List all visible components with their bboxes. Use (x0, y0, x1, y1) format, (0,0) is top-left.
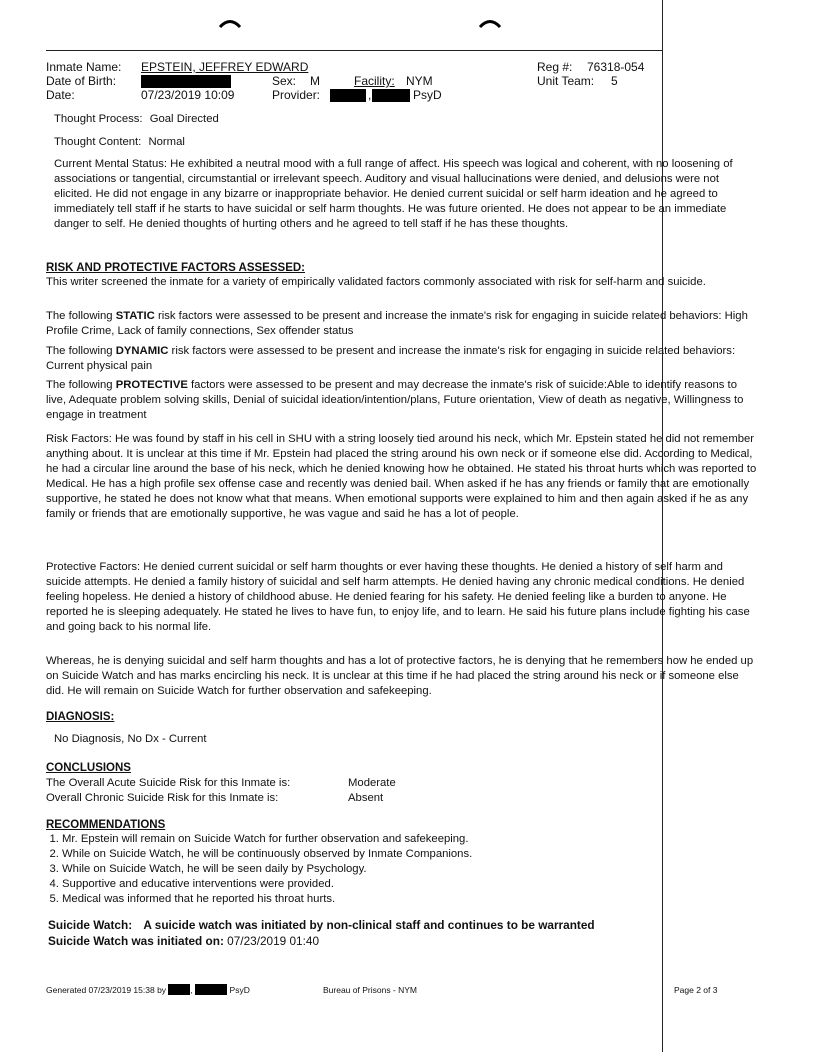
chronic-risk-label: Overall Chronic Suicide Risk for this Inmate is: (46, 792, 279, 804)
risk-factors-paragraph: Risk Factors: He was found by staff in his cell in SHU with a string loosely tied around his neck, which Mr. Epstein stated he did not remember anything about. It is unclear at this time if Mr. Epstein had placed the string around his own neck or if someone else did. According to Medical, he had a circular line around the base of his neck, which he denied knowing how he obtained. He stated his throat hurts which was reported to Medical. He has a high profile sex offense case and recently was denied bail. When asked if he has any friends or family that are emotionally supportive, he stated he does not know what that means. When emotional supports were explained to him and then again asked if he as any family or friends that are emotionally supportive, he was vague and said he has a lot of people. (46, 433, 757, 520)
unit-label: Unit Team: (537, 74, 595, 88)
list-item: 2. While on Suicide Watch, he will be continuously observed by Inmate Companions. (62, 847, 646, 862)
reg-value: 76318-054 (587, 60, 645, 74)
diagnosis-value: No Diagnosis, No Dx - Current (54, 733, 207, 745)
footer-generated: Generated 07/23/2019 15:38 by , PsyD (46, 985, 250, 995)
diagnosis-title: DIAGNOSIS: (46, 711, 115, 723)
unit-value: 5 (611, 74, 618, 88)
thought-process-value: Goal Directed (149, 113, 219, 125)
redaction-box (141, 75, 231, 88)
protective-factors-paragraph: Protective Factors: He denied current suicidal or self harm thoughts or ever having these thoughts. He denied a history of self harm and suicide attempts. He denied a family history of suicidal and self harm attempts. He denied having any chronic medical conditions. He denied feeling hopeless. He denied a history of childhood abuse. He denied fearing for his safety. He denied feeling like a burden to anyone. He reported he is sleeping adequately. He stated he lives to have fun, to enjoy life, and to learn. He said his future plans include fighting his case and going back to his normal life. (46, 561, 750, 633)
suicide-watch-text: A suicide watch was initiated by non-clinical staff and continues to be warranted (143, 918, 595, 932)
header-right-block (537, 60, 645, 88)
protective-keyword: PROTECTIVE (115, 379, 188, 391)
protective-factors-list: The following PROTECTIVE factors were assessed to be present and may decrease the inmate's risk of suicide:Able to identify reasons to live, Adequate problem solving skills, Denial of suicidal ideation/intention/plans, Future orientation, View of death as negative, Willingness to engage in treatment (46, 379, 744, 421)
thought-content-label: Thought Content: (54, 136, 142, 148)
recommendations-list (46, 832, 646, 907)
static-factors: The following STATIC risk factors were assessed to be present and increase the inmate's risk for engaging in suicide related behaviors: High Profile Crime, Lack of family connections, Sex offender status (46, 310, 748, 337)
suicide-watch-label: Suicide Watch: (48, 918, 133, 932)
inmate-name-label: Inmate Name: (46, 60, 122, 74)
thought-content-row (54, 135, 185, 150)
suicide-watch-initiated-row (48, 934, 319, 949)
thought-process-row (54, 112, 219, 127)
footer-bureau: Bureau of Prisons - NYM (323, 985, 418, 995)
inmate-name: EPSTEIN, JEFFREY EDWARD (141, 60, 309, 74)
list-item: 3. While on Suicide Watch, he will be seen daily by Psychology. (62, 862, 646, 877)
header-block: Inmate Name: EPSTEIN, JEFFREY EDWARD Date of Birth: Sex: M Facility: NYM Date: 07/23/2019 10:09 Provider: , PsyD (46, 60, 442, 102)
facility-label: Facility: (354, 74, 395, 88)
punch-hole-mark (479, 18, 501, 28)
thought-process-label: Thought Process: (54, 113, 143, 125)
chronic-risk-row (46, 791, 546, 806)
conclusions-title: CONCLUSIONS (46, 762, 131, 774)
dynamic-keyword: DYNAMIC (115, 345, 169, 357)
recommendations-title: RECOMMENDATIONS (46, 819, 166, 831)
acute-risk-label: The Overall Acute Suicide Risk for this Inmate is: (46, 777, 291, 789)
punch-hole-mark (219, 18, 241, 28)
suicide-watch-initiated-value: 07/23/2019 01:40 (227, 934, 320, 948)
header-rule (46, 50, 662, 51)
footer-page-number: Page 2 of 3 (674, 985, 718, 995)
suicide-watch-row (48, 918, 595, 933)
facility-value: NYM (406, 74, 433, 88)
redaction-box (372, 89, 410, 102)
sex-value: M (310, 74, 320, 88)
thought-content-value: Normal (148, 136, 185, 148)
date-value: 07/23/2019 10:09 (141, 88, 235, 102)
risk-section-title: RISK AND PROTECTIVE FACTORS ASSESSED: (46, 262, 305, 274)
suicide-watch-initiated-label: Suicide Watch was initiated on: (48, 934, 224, 948)
footer-generated-text: Generated 07/23/2019 15:38 by (46, 985, 167, 995)
risk-intro: This writer screened the inmate for a variety of empirically validated factors commonly associated with risk for self-harm and suicide. (46, 276, 706, 288)
redaction-box (195, 984, 227, 995)
list-item: 1. Mr. Epstein will remain on Suicide Watch for further observation and safekeeping. (62, 832, 646, 847)
dynamic-factors: The following DYNAMIC risk factors were assessed to be present and increase the inmate's risk for engaging in suicide related behaviors: Current physical pain (46, 345, 736, 372)
list-item: 4. Supportive and educative interventions were provided. (62, 877, 646, 892)
redaction-box (330, 89, 366, 102)
reg-label: Reg #: (537, 60, 573, 74)
redaction-box (168, 984, 190, 995)
acute-risk-row (46, 776, 546, 791)
whereas-paragraph: Whereas, he is denying suicidal and self harm thoughts and has a lot of protective factors, he is denying that he remembers how he ended up on Suicide Watch and has marks encircling his neck. It is unclear at this time if he had placed the string around his neck or if someone else did. He will remain on Suicide Watch for further observation and safekeeping. (46, 655, 754, 697)
provider-label: Provider: (272, 88, 321, 102)
footer-credential: PsyD (229, 985, 250, 995)
sex-label: Sex: (272, 74, 297, 88)
mental-status-paragraph: Current Mental Status: He exhibited a neutral mood with a full range of affect. His speech was logical and coherent, with no loosening of associations or tangential, circumstantial or irrelevant speech. Auditory and visual hallucinations were denied, and delusions were not elicited. He did not engage in any bizarre or inappropriate behavior. He denied current suicidal or self harm ideation and he agreed to immediately tell staff if he starts to have suicidal or self harm thoughts. He was future oriented. He does not appear to be an immediate danger to self. He denied thoughts of hurting others and he agreed to tell staff if he has these thoughts. (54, 158, 733, 230)
provider-credential: PsyD (413, 88, 442, 102)
acute-risk-value: Moderate (348, 777, 396, 789)
chronic-risk-value: Absent (348, 792, 384, 804)
static-keyword: STATIC (115, 310, 155, 322)
list-item: 5. Medical was informed that he reported his throat hurts. (62, 892, 646, 907)
dob-label: Date of Birth: (46, 74, 117, 88)
date-label: Date: (46, 88, 75, 102)
